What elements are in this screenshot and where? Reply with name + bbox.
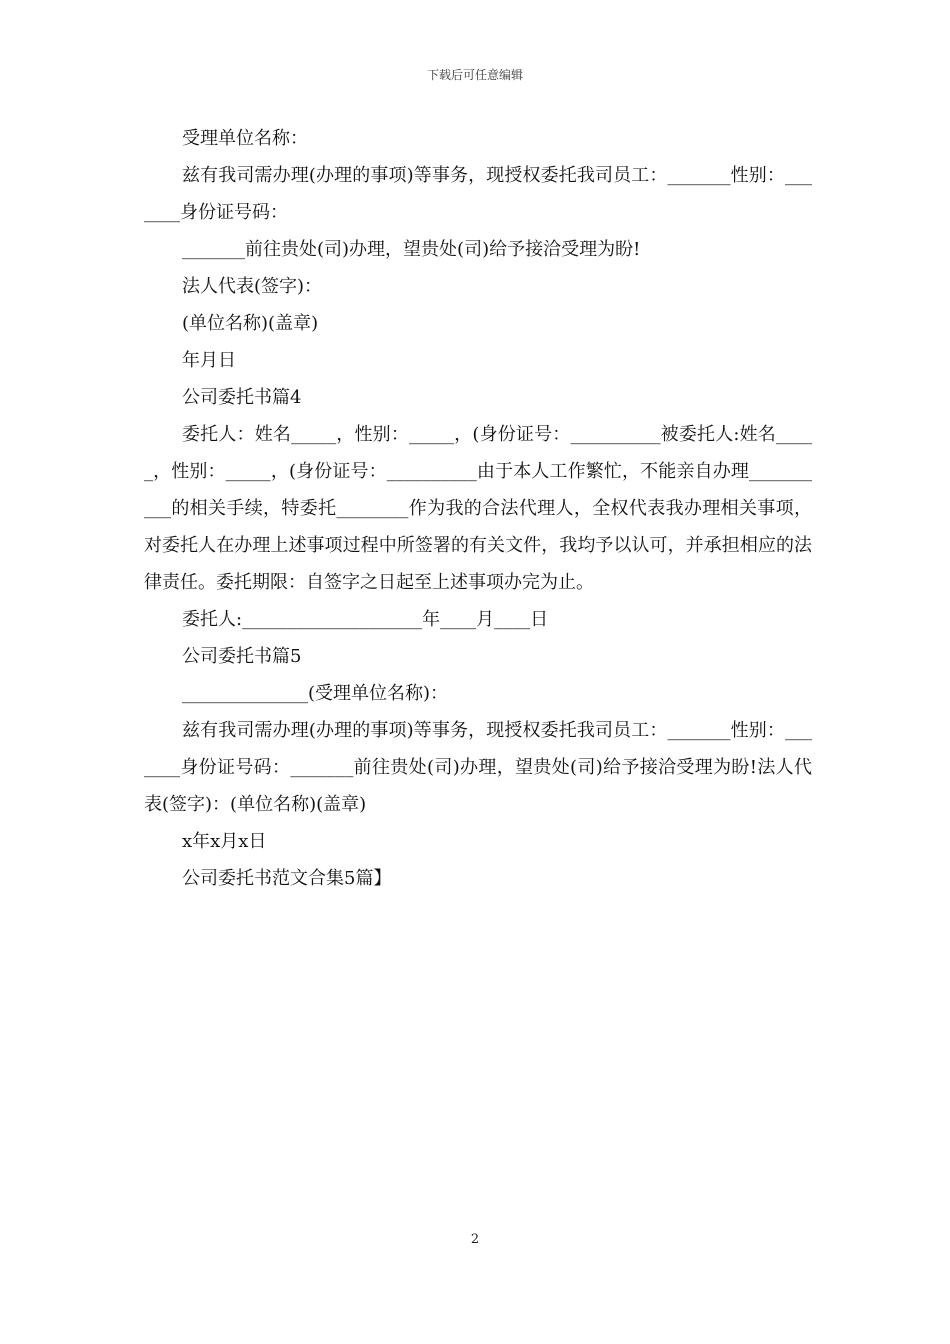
authorization-paragraph: 兹有我司需办理(办理的事项)等事务，现授权委托我司员工：_______性别：_______身份证号码： [144,165,812,223]
legal-representative-line: 法人代表(签字)： [182,276,323,297]
entrustment-paragraph: 委托人：姓名_____，性别：_____，(身份证号：__________被委托人:姓名_____，性别：_____，(身份证号：__________由于本人工作繁忙，不能亲自办理__________的相关手续，特委托________作为我的合法代理人，全权代表我办理相关事项，对委托人在办理上述事项过程中所签署的有关文件，我均予以认可，并承担相应的法律责任。委托期限：自签字之日起至上述事项办完为止。 [144,424,812,593]
recipient-unit-blank-line: ______________(受理单位名称)： [182,683,449,704]
date-line-2: x年x月x日 [182,831,267,852]
section-heading-4: 公司委托书篇4 [182,387,302,408]
page-header-note: 下载后可任意编辑 [426,68,523,82]
authorization-paragraph-2: 兹有我司需办理(办理的事项)等事务，现授权委托我司员工：_______性别：_______身份证号码：_______前往贵处(司)办理，望贵处(司)给予接洽受理为盼!法人代表(签字)：(单位名称)(盖章) [144,720,812,815]
request-paragraph: _______前往贵处(司)办理，望贵处(司)给予接洽受理为盼! [182,239,641,260]
recipient-unit-line: 受理单位名称： [182,128,308,149]
section-heading-5: 公司委托书篇5 [182,646,302,667]
principal-signature-line: 委托人:____________________年____月____日 [182,609,549,630]
document-body [144,120,812,897]
page-number: 2 [470,1232,480,1247]
collection-title-line: 公司委托书范文合集5篇】 [182,868,392,889]
company-seal-line: (单位名称)(盖章) [182,313,319,334]
date-line: 年月日 [182,350,236,371]
